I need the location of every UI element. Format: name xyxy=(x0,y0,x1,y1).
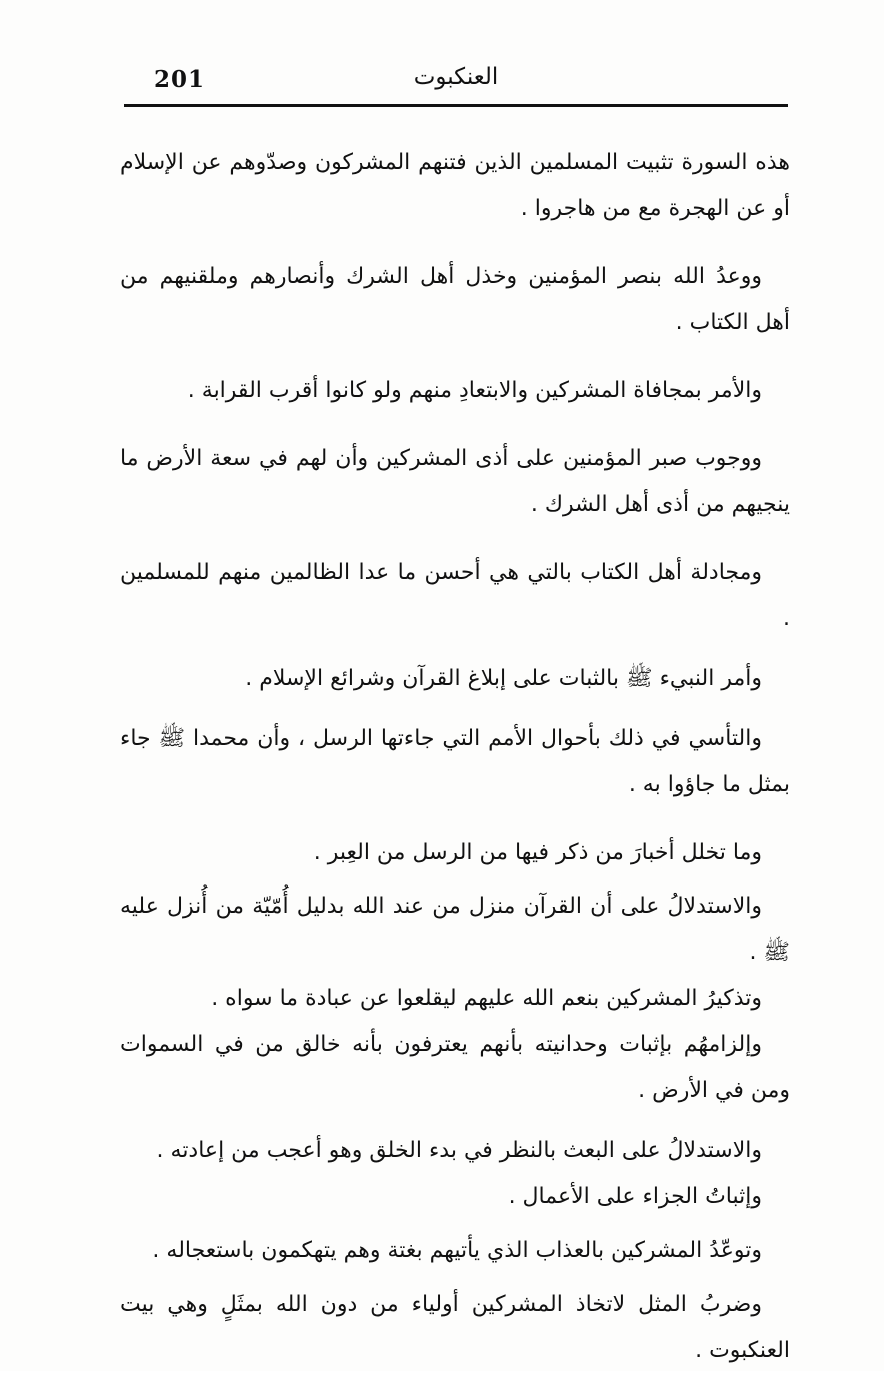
paragraph: هذه السورة تثبيت المسلمين الذين فتنهم المشركون وصدّوهم عن الإسلام أو عن الهجرة مع من هاجروا . xyxy=(120,150,790,221)
paragraph: وضربُ المثل لاتخاذ المشركين أولياء من دون الله بمثَلٍ وهي بيت العنكبوت . xyxy=(120,1292,790,1363)
page-header xyxy=(124,60,788,106)
paragraph: وتوعّدُ المشركين بالعذاب الذي يأتيهم بغتة وهم يتهكمون باستعجاله . xyxy=(152,1238,762,1263)
paragraph: والاستدلالُ على البعث بالنظر في بدء الخلق وهو أعجب من إعادته . xyxy=(156,1138,762,1163)
paragraph: والاستدلالُ على أن القرآن منزل من عند الله بدليل أُمّيّة من أُنزل عليه ﷺ . xyxy=(120,894,790,965)
paragraph: وإثباتُ الجزاء على الأعمال . xyxy=(508,1184,762,1209)
paragraph: ومجادلة أهل الكتاب بالتي هي أحسن ما عدا الظالمين منهم للمسلمين . xyxy=(120,560,790,631)
paragraph: وما تخلل أخبارَ من ذكر فيها من الرسل من العِبر . xyxy=(313,840,762,865)
header-rule xyxy=(124,104,788,107)
paragraph: ووعدُ الله بنصر المؤمنين وخذل أهل الشرك وأنصارهم وملقنيهم من أهل الكتاب . xyxy=(120,264,790,335)
running-title: العنكبوت xyxy=(413,64,499,90)
paragraph: وأمر النبيء ﷺ بالثبات على إبلاغ القرآن وشرائع الإسلام . xyxy=(245,666,762,691)
body-text xyxy=(120,140,790,1374)
paragraph: والأمر بمجافاة المشركين والابتعادِ منهم ولو كانوا أقرب القرابة . xyxy=(187,378,762,403)
page-number: 201 xyxy=(154,66,206,93)
paragraph: والتأسي في ذلك بأحوال الأمم التي جاءتها الرسل ، وأن محمدا ﷺ جاء بمثل ما جاؤوا به . xyxy=(120,726,790,797)
paragraph: وإلزامهُم بإثبات وحدانيته بأنهم يعترفون بأنه خالق من في السموات ومن في الأرض . xyxy=(120,1032,790,1103)
paragraph: وتذكيرُ المشركين بنعم الله عليهم ليقلعوا عن عبادة ما سواه . xyxy=(211,986,762,1011)
paragraph: ووجوب صبر المؤمنين على أذى المشركين وأن لهم في سعة الأرض ما ينجيهم من أذى أهل الشرك . xyxy=(120,446,790,517)
